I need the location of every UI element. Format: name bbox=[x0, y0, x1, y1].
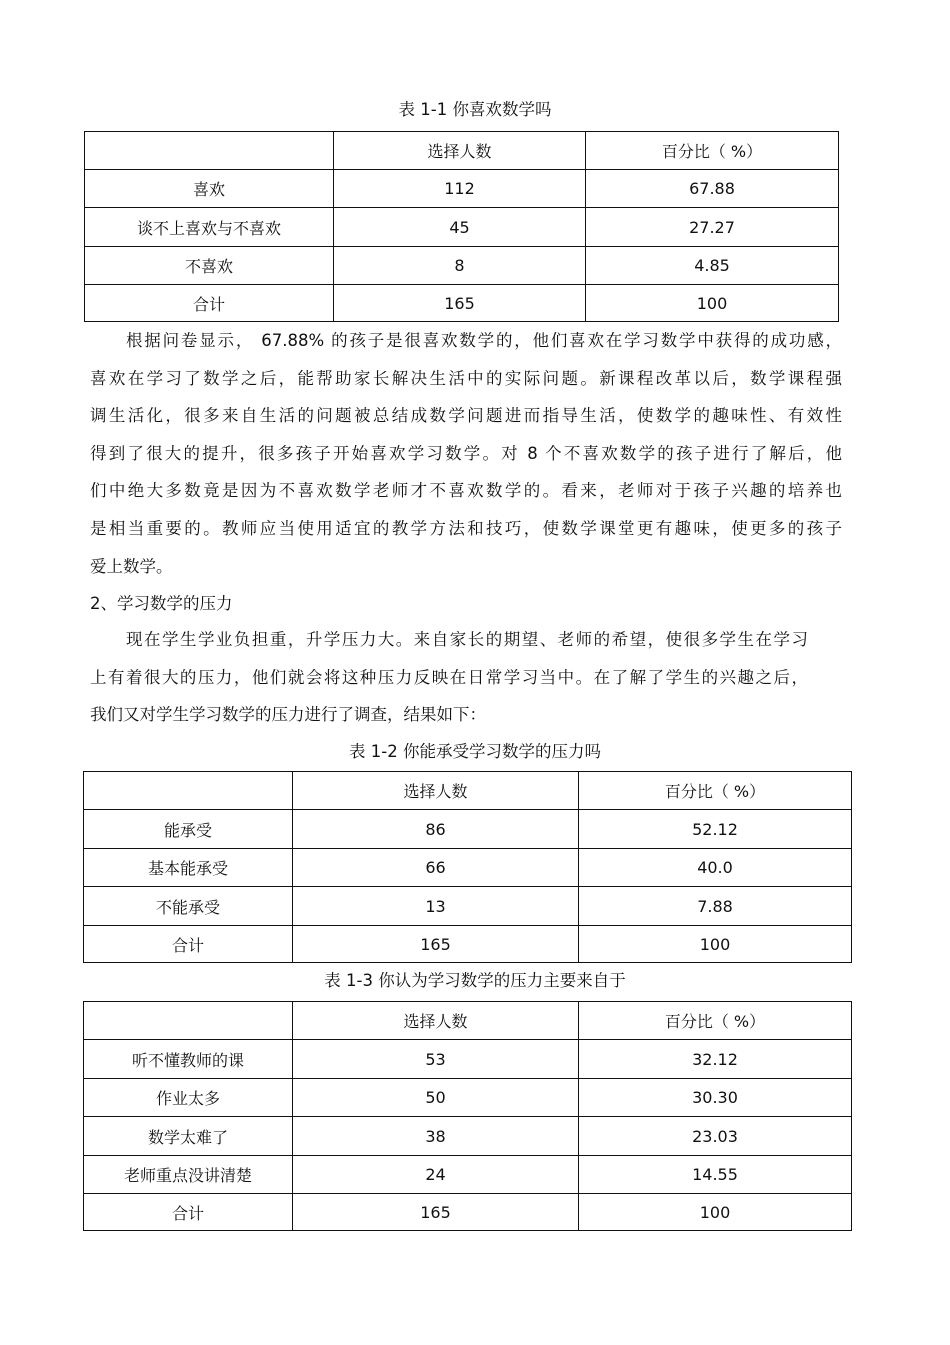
table-cell: 100 bbox=[579, 926, 852, 963]
table-cell: 40.0 bbox=[579, 849, 852, 887]
table-row-total bbox=[84, 1194, 852, 1231]
table3-header-cell bbox=[84, 1002, 293, 1040]
table-cell: 45 bbox=[334, 208, 586, 247]
table-cell: 7.88 bbox=[579, 887, 852, 926]
paragraph-line: 得到了很大的提升，很多孩子开始喜欢学习数学。对 8 个不喜欢数学的孩子进行了解后，他 bbox=[90, 443, 842, 463]
table-cell: 86 bbox=[293, 810, 579, 849]
paragraph-2 bbox=[90, 621, 808, 734]
table-row-total bbox=[84, 926, 852, 963]
table1 bbox=[84, 131, 839, 322]
table-row bbox=[84, 1156, 852, 1194]
table-cell: 23.03 bbox=[579, 1117, 852, 1156]
table-cell: 数学太难了 bbox=[84, 1117, 293, 1156]
table2-caption: 表 1-2 你能承受学习数学的压力吗 bbox=[349, 742, 601, 761]
paragraph-1 bbox=[90, 322, 842, 585]
table2 bbox=[83, 771, 852, 963]
table-cell: 24 bbox=[293, 1156, 579, 1194]
table-cell: 30.30 bbox=[579, 1079, 852, 1117]
table-cell: 4.85 bbox=[586, 247, 839, 285]
table-cell: 100 bbox=[579, 1194, 852, 1231]
table-cell: 112 bbox=[334, 170, 586, 208]
table-cell: 基本能承受 bbox=[84, 849, 293, 887]
table-row bbox=[85, 170, 839, 208]
table-cell: 67.88 bbox=[586, 170, 839, 208]
table-cell: 8 bbox=[334, 247, 586, 285]
table-cell: 喜欢 bbox=[85, 170, 334, 208]
table-cell: 27.27 bbox=[586, 208, 839, 247]
paragraph-line: 们中绝大多数竟是因为不喜欢数学老师才不喜欢数学的。看来，老师对于孩子兴趣的培养也 bbox=[90, 481, 842, 501]
table-row bbox=[84, 1040, 852, 1079]
table-cell: 165 bbox=[334, 285, 586, 322]
table3-caption: 表 1-3 你认为学习数学的压力主要来自于 bbox=[324, 971, 626, 990]
table2-header-row bbox=[84, 772, 852, 810]
table-cell: 合计 bbox=[84, 1194, 293, 1231]
table1-caption: 表 1-1 你喜欢数学吗 bbox=[398, 100, 552, 119]
table-cell: 53 bbox=[293, 1040, 579, 1079]
table3-header-cell: 选择人数 bbox=[293, 1002, 579, 1040]
table-cell: 50 bbox=[293, 1079, 579, 1117]
table-cell: 14.55 bbox=[579, 1156, 852, 1194]
section-heading: 2、学习数学的压力 bbox=[90, 594, 233, 613]
paragraph-line: 喜欢在学习了数学之后，能帮助家长解决生活中的实际问题。新课程改革以后，数学课程强 bbox=[90, 368, 842, 388]
table-cell: 52.12 bbox=[579, 810, 852, 849]
paragraph-line: 我们又对学生学习数学的压力进行了调查，结果如下： bbox=[90, 705, 486, 725]
table-cell: 能承受 bbox=[84, 810, 293, 849]
table2-header-cell: 百分比（ %） bbox=[579, 772, 852, 810]
table-row bbox=[85, 247, 839, 285]
table-row bbox=[84, 1117, 852, 1156]
table1-header-cell: 百分比（ %） bbox=[586, 132, 839, 170]
table-cell: 13 bbox=[293, 887, 579, 926]
table1-header-cell: 选择人数 bbox=[334, 132, 586, 170]
table1-header-cell bbox=[85, 132, 334, 170]
table3-header-cell: 百分比（ %） bbox=[579, 1002, 852, 1040]
table-cell: 作业太多 bbox=[84, 1079, 293, 1117]
table-cell: 66 bbox=[293, 849, 579, 887]
table3 bbox=[83, 1001, 852, 1231]
table-cell: 不喜欢 bbox=[85, 247, 334, 285]
table2-header-cell: 选择人数 bbox=[293, 772, 579, 810]
table-row bbox=[84, 849, 852, 887]
table-cell: 38 bbox=[293, 1117, 579, 1156]
table-cell: 听不懂教师的课 bbox=[84, 1040, 293, 1079]
table3-header-row bbox=[84, 1002, 852, 1040]
table-cell: 合计 bbox=[85, 285, 334, 322]
table-row bbox=[85, 208, 839, 247]
paragraph-line: 现在学生学业负担重，升学压力大。来自家长的期望、老师的希望，使很多学生在学习 bbox=[126, 630, 808, 649]
paragraph-line: 爱上数学。 bbox=[90, 556, 173, 576]
table-cell: 32.12 bbox=[579, 1040, 852, 1079]
table-row bbox=[84, 887, 852, 926]
table-cell: 100 bbox=[586, 285, 839, 322]
table-cell: 不能承受 bbox=[84, 887, 293, 926]
table-row bbox=[84, 1079, 852, 1117]
table1-header-row bbox=[85, 132, 839, 170]
table2-header-cell bbox=[84, 772, 293, 810]
table-cell: 合计 bbox=[84, 926, 293, 963]
table-cell: 165 bbox=[293, 926, 579, 963]
paragraph-line: 调生活化，很多来自生活的问题被总结成数学问题进而指导生活，使数学的趣味性、有效性 bbox=[90, 406, 842, 426]
table-cell: 165 bbox=[293, 1194, 579, 1231]
paragraph-line: 根据问卷显示， 67.88% 的孩子是很喜欢数学的，他们喜欢在学习数学中获得的成功感， bbox=[126, 331, 842, 350]
table-cell: 谈不上喜欢与不喜欢 bbox=[85, 208, 334, 247]
table-row-total bbox=[85, 285, 839, 322]
paragraph-line: 是相当重要的。教师应当使用适宜的教学方法和技巧，使数学课堂更有趣味，使更多的孩子 bbox=[90, 518, 842, 538]
paragraph-line: 上有着很大的压力，他们就会将这种压力反映在日常学习当中。在了解了学生的兴趣之后， bbox=[90, 667, 808, 687]
table-cell: 老师重点没讲清楚 bbox=[84, 1156, 293, 1194]
table-row bbox=[84, 810, 852, 849]
